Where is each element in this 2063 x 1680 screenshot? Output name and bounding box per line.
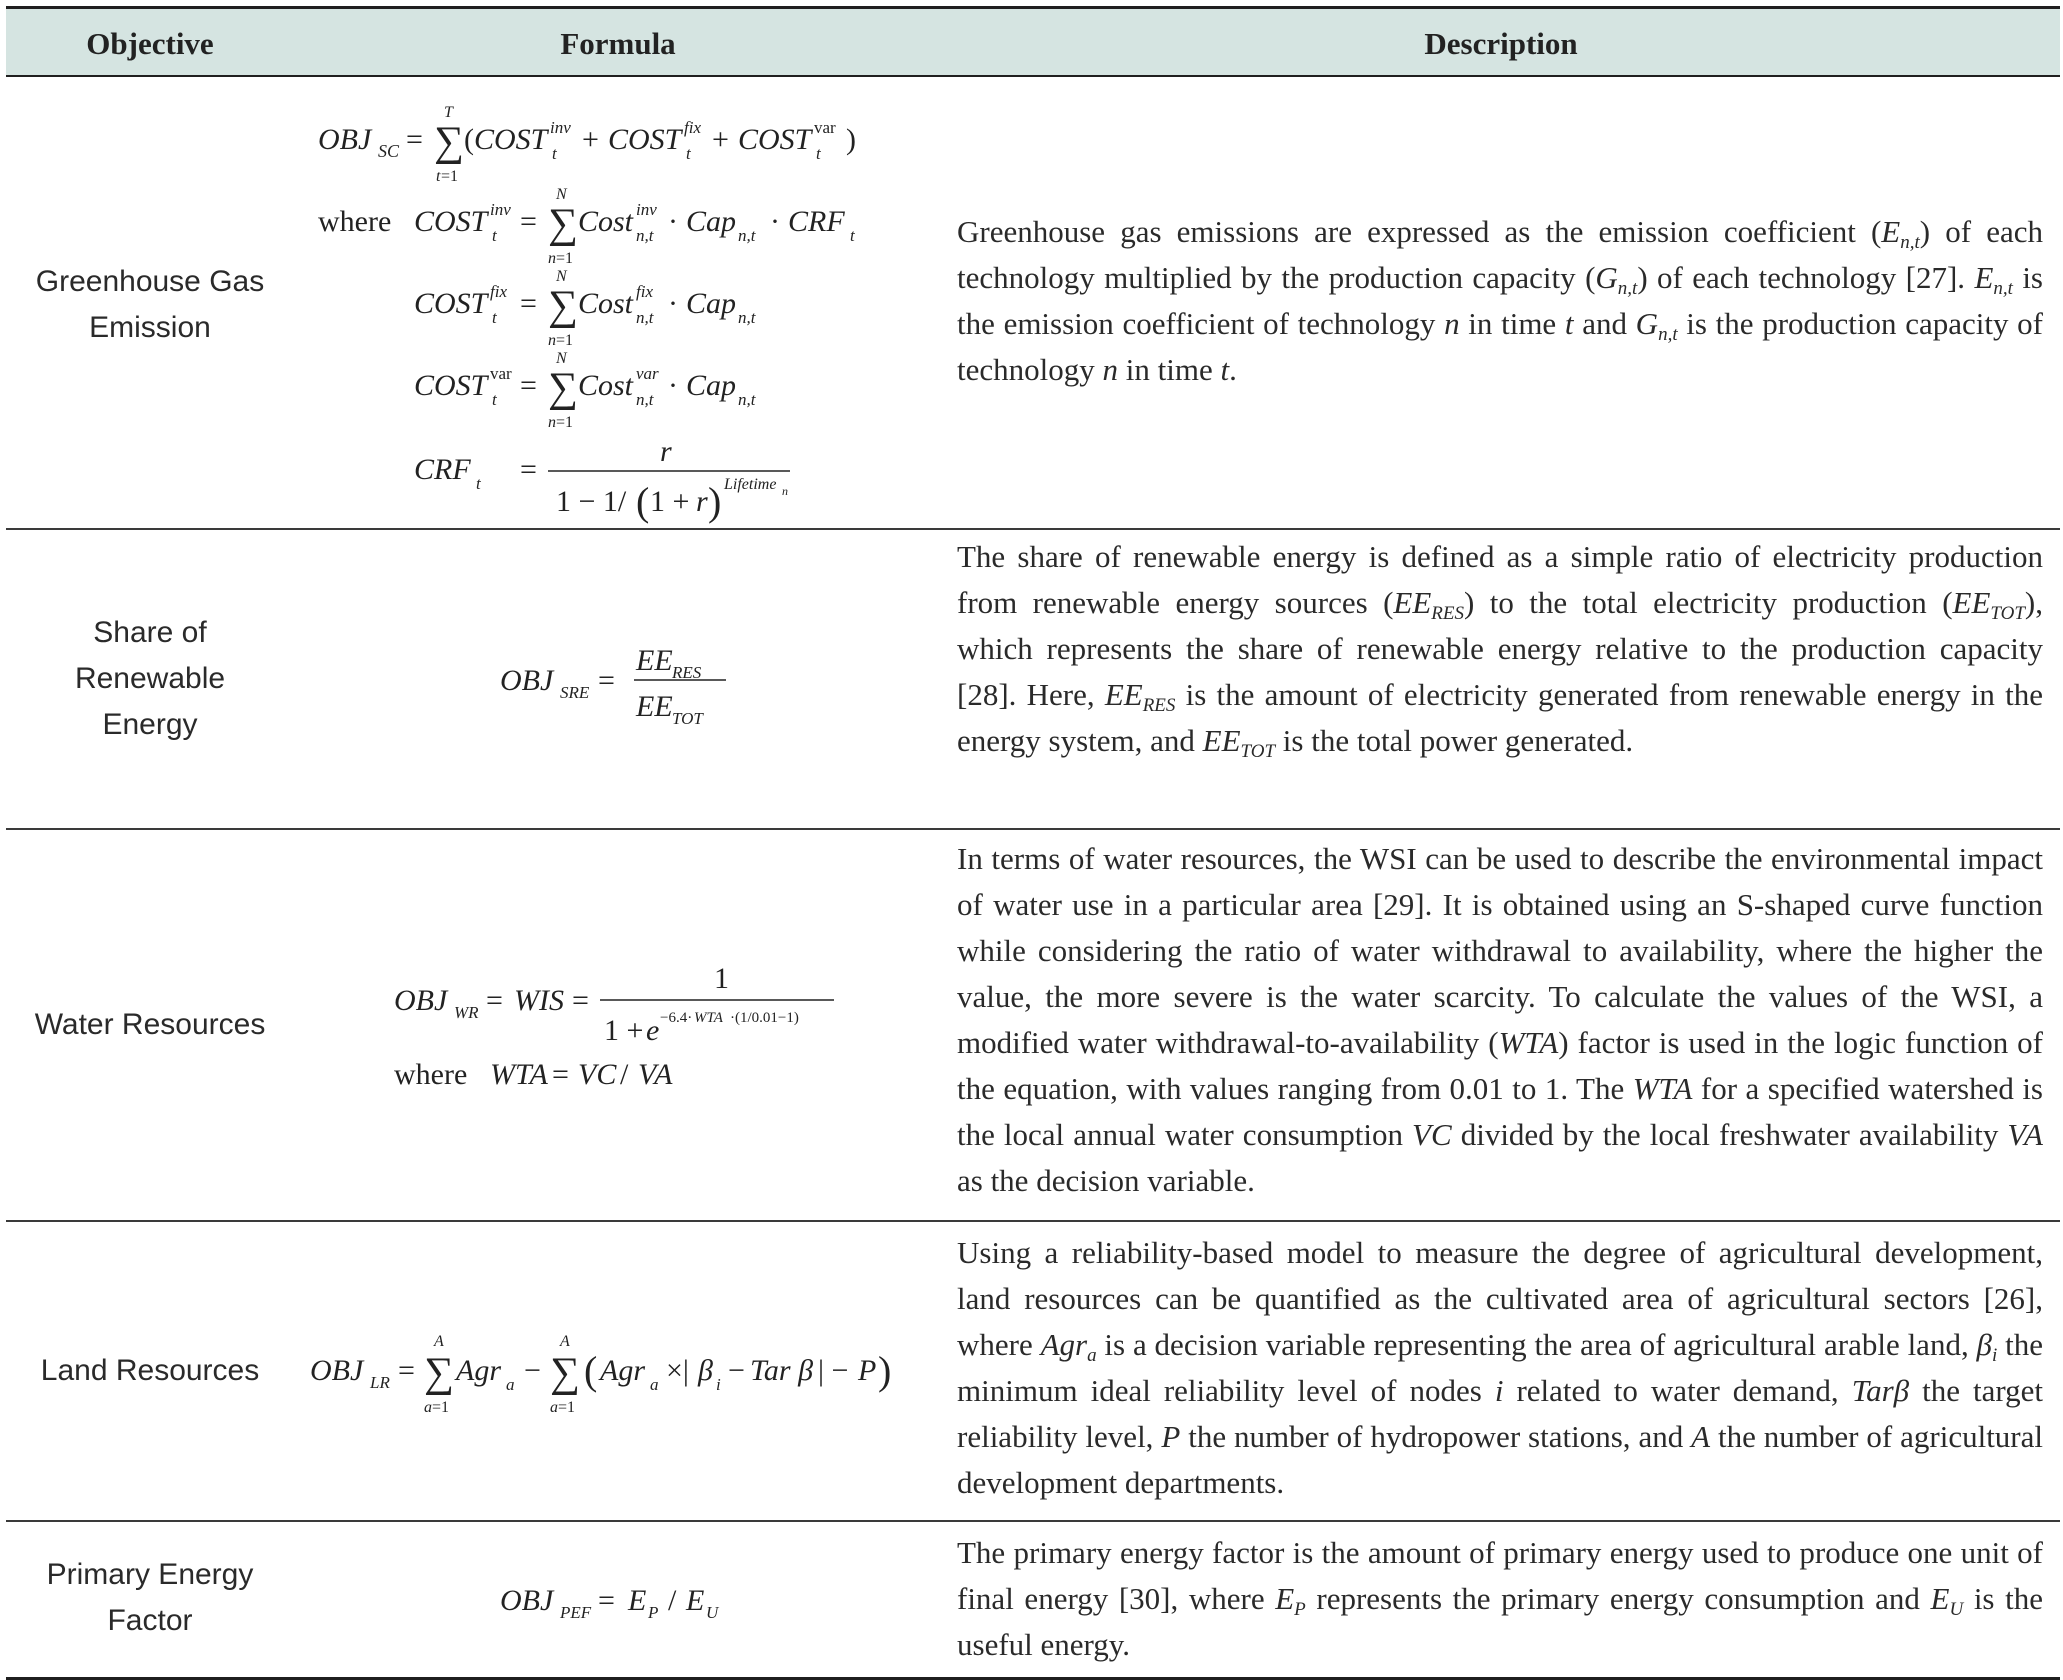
svg-text:t: t [492, 226, 497, 245]
table-row-ghg [6, 77, 2060, 530]
svg-text:∑: ∑ [548, 283, 578, 329]
svg-text:OBJ: OBJ [500, 1584, 554, 1617]
svg-text:=: = [520, 369, 537, 402]
svg-text:n: n [548, 332, 556, 349]
svg-text:var: var [636, 364, 659, 383]
svg-text:LR: LR [370, 1373, 390, 1392]
svg-text:t: t [476, 474, 481, 493]
svg-text:COST: COST [738, 123, 812, 156]
objective-label: Land Resources [40, 1354, 260, 1387]
description-cell: Using a reliability-based model to measure the degree of agricultural development, land resources can be quantified as the cultivated area of agricultural sectors [26], where Agr$_a$ is a decision variable representing the area of agricultural arable land, $\beta_i$ the minimum ideal reliability level of nodes i related to water demand, Tarβ the target reliability level, P the number of hydropower stations, and A the number of agricultural development departments. [957, 1235, 2044, 1500]
svg-text:PEF: PEF [560, 1603, 592, 1622]
svg-text:−6.4·: −6.4· [660, 1010, 693, 1026]
svg-text:OBJ: OBJ [318, 123, 372, 156]
svg-text:t: t [492, 390, 497, 409]
svg-text:=1: =1 [558, 1399, 576, 1416]
svg-text:=: = [572, 984, 589, 1017]
svg-text:inv: inv [550, 118, 571, 137]
svg-text:a: a [424, 1399, 432, 1416]
svg-text:r: r [696, 485, 708, 518]
svg-text:=1: =1 [556, 332, 574, 349]
svg-text:×|: ×| [666, 1354, 689, 1387]
svg-text:COST: COST [414, 205, 488, 238]
svg-text:=1: =1 [441, 168, 459, 185]
svg-text:OBJ: OBJ [310, 1354, 364, 1387]
svg-text:r: r [660, 435, 672, 468]
svg-text:β: β [698, 1354, 713, 1387]
svg-text:t: t [850, 226, 855, 245]
svg-text:1 +: 1 + [650, 485, 690, 518]
svg-text:e: e [646, 1014, 660, 1047]
svg-text:fix: fix [490, 282, 507, 301]
svg-text:OBJ: OBJ [500, 664, 554, 697]
header-description: Description [1424, 26, 1578, 61]
svg-text:inv: inv [490, 200, 511, 219]
svg-text:P: P [648, 1603, 659, 1622]
svg-text:t: t [552, 144, 557, 163]
svg-text:| −: | − [818, 1354, 849, 1387]
svg-text:VC: VC [578, 1058, 617, 1091]
svg-text:=: = [486, 984, 503, 1017]
svg-text:E: E [686, 1584, 705, 1617]
svg-text:P: P [858, 1354, 877, 1387]
svg-text:Agr: Agr [456, 1354, 501, 1387]
svg-text:fix: fix [684, 118, 701, 137]
formula-ghg [294, 77, 942, 530]
svg-text:a: a [650, 1375, 659, 1394]
svg-text:OBJ: OBJ [394, 984, 448, 1017]
svg-text:n,t: n,t [738, 308, 756, 327]
formula-cell [294, 530, 942, 830]
svg-text:=: = [598, 1584, 615, 1617]
svg-text:var: var [490, 364, 512, 383]
svg-text:/: / [620, 1058, 629, 1091]
svg-text:WTA: WTA [490, 1058, 548, 1091]
svg-text:where: where [318, 205, 392, 238]
svg-text:CRF: CRF [414, 453, 471, 486]
svg-text:n: n [548, 414, 556, 431]
description-cell: The share of renewable energy is defined as a simple ratio of electricity production from renewable energy sources $(EE_{RES})$ to the total electricity production $(EE_{TOT})$, which represents the share of renewable energy relative to the production capacity [28]. Here, $EE_{RES}$ is the amount of electricity generated from renewable energy in the energy system, and $EE_{TOT}$ is the total power generated. [957, 539, 2043, 762]
svg-text:+: + [582, 123, 599, 156]
formula-land [294, 1222, 942, 1522]
svg-text:n: n [548, 250, 556, 267]
svg-text:RES: RES [672, 663, 702, 682]
formula-cell [294, 77, 942, 530]
svg-text:Agr: Agr [600, 1354, 645, 1387]
svg-text:(: ( [464, 123, 474, 156]
svg-text:∑: ∑ [424, 1350, 454, 1396]
svg-text:=: = [520, 287, 537, 320]
svg-text:·: · [668, 205, 678, 238]
formula-pef [294, 1522, 942, 1680]
table-row-pef [6, 1522, 2060, 1680]
svg-text:Cap: Cap [686, 369, 737, 402]
svg-text:COST: COST [474, 123, 548, 156]
svg-text:∑: ∑ [434, 119, 464, 165]
table-row-land [6, 1222, 2060, 1522]
svg-text:t: t [492, 308, 497, 327]
formula-cell [294, 830, 942, 1222]
svg-text:=: = [552, 1058, 569, 1091]
svg-text:EE: EE [636, 690, 673, 723]
svg-text:∑: ∑ [548, 201, 578, 247]
svg-text:T: T [444, 104, 453, 121]
objective-cell [46, 1552, 254, 1644]
svg-text:WR: WR [454, 1003, 479, 1022]
svg-text:N: N [556, 186, 567, 203]
svg-text:VA: VA [638, 1058, 673, 1091]
formula-cell [294, 1522, 942, 1680]
svg-text:TOT: TOT [672, 709, 703, 728]
table-row-water [6, 830, 2060, 1222]
svg-text:COST: COST [414, 287, 488, 320]
svg-text:=: = [520, 453, 537, 486]
objective-cell [46, 610, 254, 748]
objective-cell [6, 1002, 294, 1048]
objective-cell [6, 1348, 294, 1394]
svg-text:Cap: Cap [686, 205, 737, 238]
svg-text:=: = [598, 664, 615, 697]
svg-text:N: N [556, 350, 567, 367]
objective-label: Primary Energy Factor [46, 1558, 254, 1637]
svg-text:(: ( [584, 1348, 598, 1393]
svg-text:Cap: Cap [686, 287, 737, 320]
svg-text:Cost: Cost [578, 369, 634, 402]
svg-text:t: t [816, 144, 821, 163]
svg-text:): ) [878, 1348, 892, 1393]
svg-text:Lifetime: Lifetime [724, 476, 777, 493]
svg-text:n,t: n,t [636, 226, 654, 245]
svg-text:CRF: CRF [788, 205, 845, 238]
svg-text:COST: COST [414, 369, 488, 402]
svg-text:Tar β: Tar β [750, 1354, 814, 1387]
svg-text:=: = [398, 1354, 415, 1387]
svg-text:N: N [556, 268, 567, 285]
svg-text:1 − 1/: 1 − 1/ [556, 485, 627, 518]
svg-text:inv: inv [636, 200, 657, 219]
svg-text:WTA: WTA [694, 1010, 723, 1026]
svg-text:A: A [434, 1333, 444, 1350]
svg-text:∑: ∑ [550, 1350, 580, 1396]
svg-text:): ) [846, 123, 856, 156]
svg-text:−: − [524, 1354, 541, 1387]
svg-text:SRE: SRE [560, 683, 590, 702]
svg-text:a: a [506, 1375, 515, 1394]
table-row-sre [6, 530, 2060, 830]
svg-text:·(1/0.01−1): ·(1/0.01−1) [730, 1010, 799, 1026]
objective-label: Share of Renewable Energy [74, 616, 226, 741]
svg-text:t: t [436, 168, 441, 185]
svg-text:SC: SC [378, 141, 400, 161]
svg-text:=: = [406, 123, 423, 156]
svg-text:where: where [394, 1058, 468, 1091]
svg-text:−: − [728, 1354, 745, 1387]
svg-text:=1: =1 [556, 250, 574, 267]
header-objective: Objective [86, 26, 214, 61]
svg-text:·: · [770, 205, 780, 238]
svg-text:A: A [560, 1333, 570, 1350]
svg-text:Cost: Cost [578, 287, 634, 320]
svg-text:n,t: n,t [636, 308, 654, 327]
objective-cell [6, 259, 294, 351]
svg-text:1 +: 1 + [604, 1014, 644, 1047]
svg-text:+: + [712, 123, 729, 156]
svg-text:·: · [668, 287, 678, 320]
svg-text:a: a [550, 1399, 558, 1416]
svg-text:U: U [706, 1603, 719, 1622]
svg-text:n,t: n,t [738, 390, 756, 409]
description-cell: Greenhouse gas emissions are expressed as the emission coefficient $(E_{n,t})$ of each technology multiplied by the production capacity $(G_{n,t})$ of each technology [27]. $E_{n,t}$ is the emission coefficient of technology n in time t and $G_{n,t}$ is the production capacity of technology n in time t. [957, 214, 2043, 387]
formula-cell [294, 1222, 942, 1522]
svg-text:COST: COST [608, 123, 682, 156]
svg-text:=1: =1 [556, 414, 574, 431]
description-cell: The primary energy factor is the amount of primary energy used to produce one unit of final energy [30], where $E_P$ represents the primary energy consumption and $E_U$ is the useful energy. [957, 1535, 2043, 1662]
svg-text:(: ( [636, 479, 650, 524]
svg-text:Cost: Cost [578, 205, 634, 238]
svg-text:fix: fix [636, 282, 653, 301]
svg-text:EE: EE [636, 644, 673, 677]
header-formula: Formula [560, 26, 676, 61]
formula-sre [294, 530, 942, 830]
svg-text:n,t: n,t [738, 226, 756, 245]
svg-text:i: i [716, 1375, 721, 1394]
objective-label: Greenhouse Gas Emission [35, 265, 265, 344]
svg-text:n,t: n,t [636, 390, 654, 409]
svg-text:1: 1 [714, 962, 729, 995]
svg-text:): ) [708, 479, 722, 524]
svg-text:var: var [814, 118, 836, 137]
svg-text:/: / [668, 1584, 677, 1617]
svg-text:=1: =1 [432, 1399, 450, 1416]
svg-text:n: n [782, 484, 788, 498]
svg-text:t: t [686, 144, 691, 163]
formula-water [294, 830, 942, 1222]
table-header [6, 6, 2060, 77]
svg-text:E: E [628, 1584, 647, 1617]
description-cell: In terms of water resources, the WSI can be used to describe the environmental impact of water use in a particular area [29]. It is obtained using an S-shaped curve function while considering the ratio of water withdrawal to availability, where the higher the value, the more severe is the water scarcity. To calculate the values of the WSI, a modified water withdrawal-to-availability (WTA) factor is used in the logic function of the equation, with values ranging from 0.01 to 1. The WTA for a specified watershed is the local annual water consumption VC divided by the local freshwater availability VA as the decision variable. [957, 841, 2043, 1198]
svg-text:·: · [668, 369, 678, 402]
objective-label: Water Resources [34, 1008, 266, 1041]
svg-text:=: = [520, 205, 537, 238]
svg-text:∑: ∑ [548, 365, 578, 411]
svg-text:WIS: WIS [514, 984, 564, 1017]
